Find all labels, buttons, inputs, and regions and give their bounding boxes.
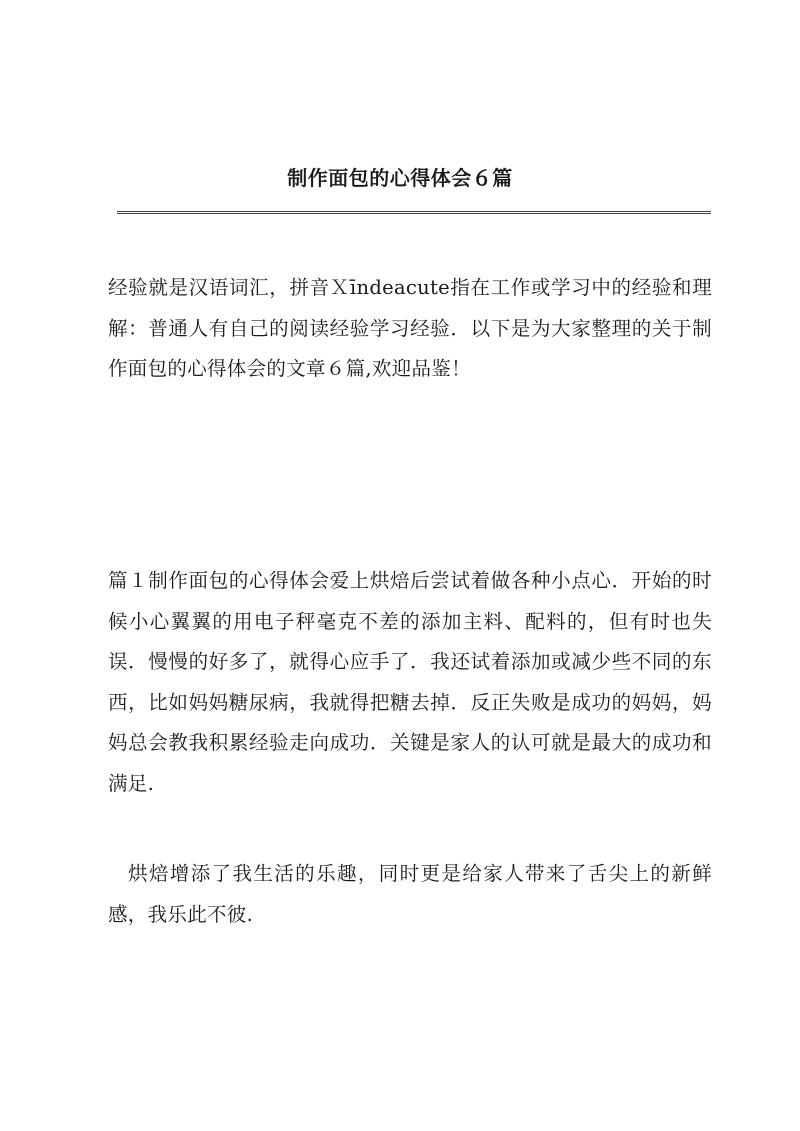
article-1-paragraph: 篇１制作面包的心得体会爱上烘焙后尝试着做各种小点心．开始的时候小心翼翼的用电子秤毫克不差的添加主料、配料的，但有时也失误．慢慢的好多了，就得心应手了．我还试着添加或减少些不同的东西，比如妈妈糖尿病，我就得把糖去掉．反正失败是成功的妈妈，妈妈总会教我积累经验走向成功．关键是家人的认可就是最大的成功和满足. xyxy=(108,569,712,795)
intro-paragraph: 经验就是汉语词汇，拼音Ｘīndeacute指在工作或学习中的经验和理解：普通人有自己的阅读经验学习经验．以下是为大家整理的关于制作面包的心得体会的文章６篇,欢迎品鉴！ xyxy=(108,276,712,380)
title-divider xyxy=(117,211,711,214)
article-1-paragraph-2: 烘焙增添了我生活的乐趣，同时更是给家人带来了舌尖上的新鲜感，我乐此不彼. xyxy=(108,862,712,926)
document-title: 制作面包的心得体会６篇 xyxy=(287,166,513,190)
